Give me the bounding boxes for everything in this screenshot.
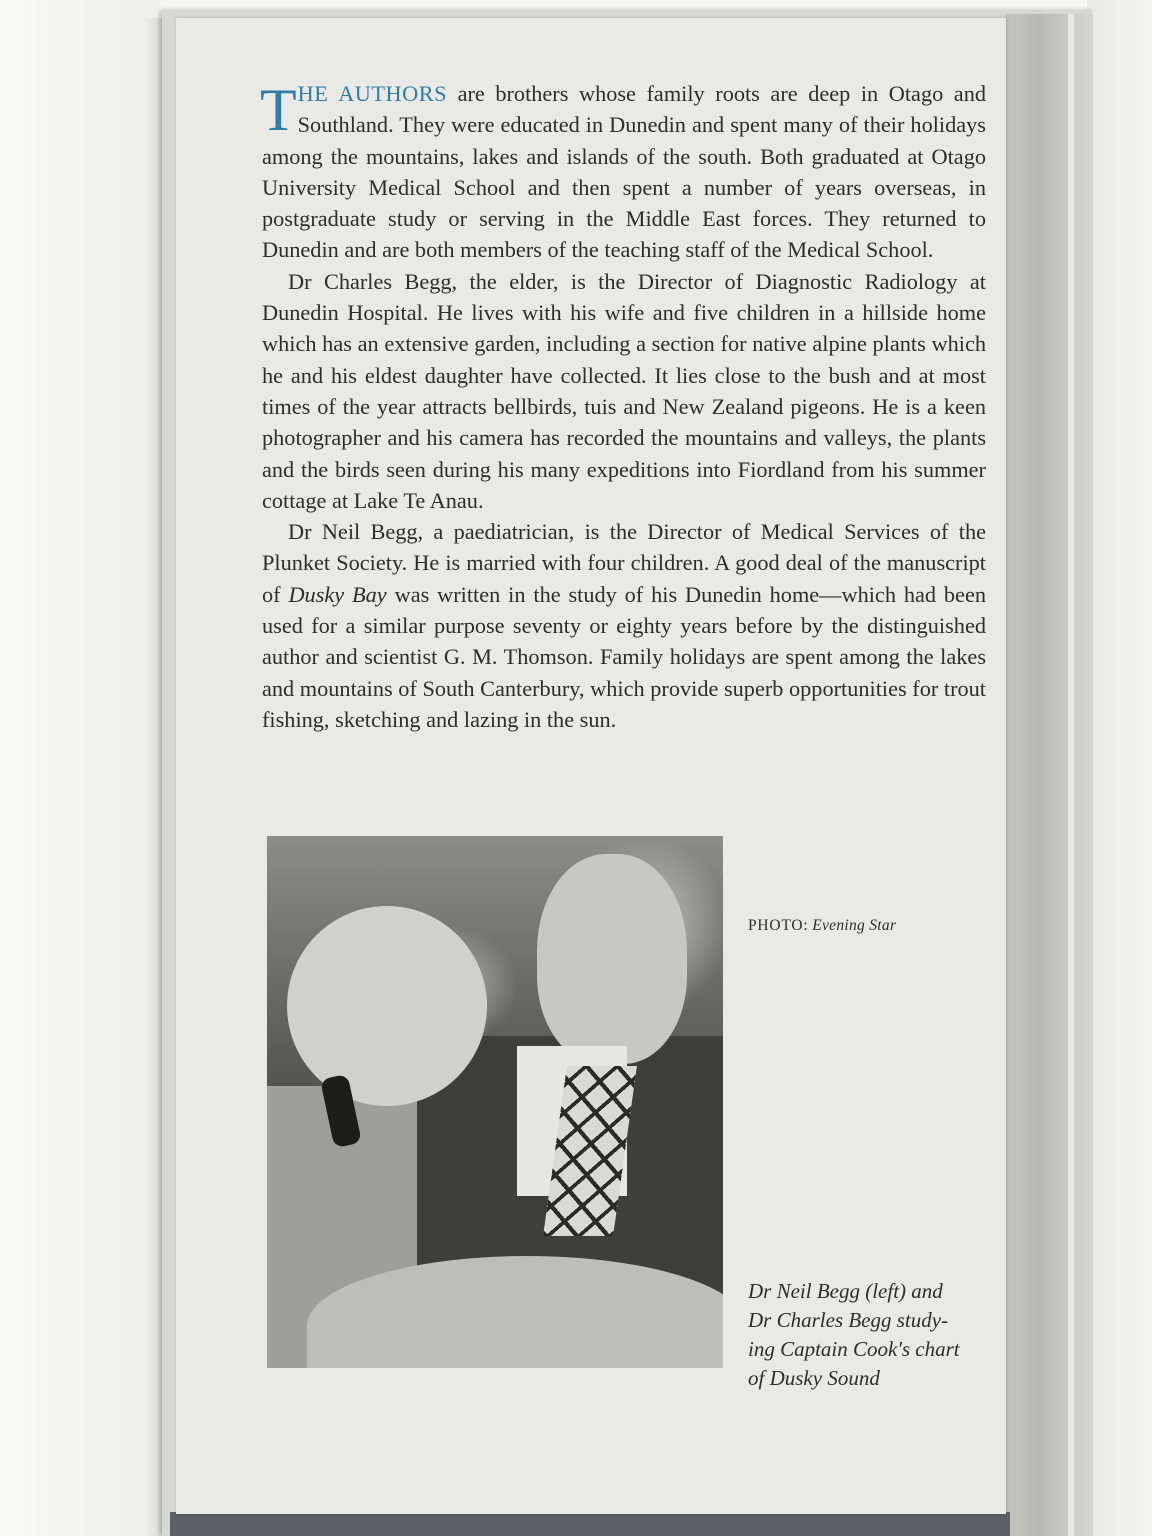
- photo-credit-source: Evening Star: [812, 917, 897, 934]
- cover-bottom-edge: [170, 1512, 1010, 1536]
- caption-line: Dr Neil Begg (left) and: [748, 1279, 943, 1303]
- bio-paragraph-charles: Dr Charles Begg, the elder, is the Director of Diagnostic Radiology at Dunedin Hospital. He lives with his wife and five children in a hillside home which has an extensive garden, including a section for native alpine plants which he and his eldest daughter have collected. It lies close to the bush and at most times of the year attracts bellbirds, tuis and New Zealand pigeons. He is a keen photographer and his camera has recorded the mountains and valleys, the plants and the birds seen during his many expeditions into Fiordland from his summer cottage at Lake Te Anau.: [262, 268, 986, 513]
- neil-text-after: was written in the study of his Dunedin home—which had been used for a similar purpose seventy or eighty years before by the distinguished author and scientist G. M. Thomson. Family holidays are spent among the lakes and mountains of South Canterbury, which provide superb opportunities for trout fishing, sketching and lazing in the sun.: [262, 581, 986, 732]
- drop-cap: T: [260, 77, 297, 143]
- spine-edge: [1005, 14, 1093, 1536]
- book-title: Dusky Bay: [288, 581, 387, 607]
- photo-credit-separator: :: [803, 917, 813, 934]
- author-bio: [262, 78, 986, 735]
- author-photo: [267, 836, 723, 1368]
- lead-in: HE AUTHORS: [297, 81, 448, 106]
- bio-paragraph-neil: [262, 516, 986, 735]
- photo-credit-label: PHOTO: [748, 917, 804, 934]
- photo-head-left: [287, 906, 487, 1106]
- backdrop-left: [0, 0, 160, 1536]
- bio-paragraph-intro: [262, 78, 986, 266]
- caption-line: ing Captain Cook's chart: [748, 1337, 960, 1361]
- neil-text-before: Dr Neil Begg, a paediatrician, is the Director of Medical Services of the Plunket Society. He is married with four children. A good deal of the manuscript of: [262, 519, 986, 607]
- photo-head-right: [537, 854, 687, 1064]
- intro-text: are brothers whose family roots are deep in Otago and Southland. They were educated in Dunedin and spent many of their holidays among the mountains, lakes and islands of the south. Both graduated at Otago University Medical School and then spent a number of years overseas, in postgraduate study or serving in the Middle East forces. They returned to Dunedin and are both members of the teaching staff of the Medical School.: [262, 81, 986, 263]
- caption-line: of Dusky Sound: [748, 1366, 880, 1390]
- photo-caption: [748, 1277, 978, 1393]
- spine-highlight: [1068, 14, 1074, 1536]
- photo-credit: [748, 917, 896, 935]
- backdrop-right: [1087, 0, 1152, 1536]
- caption-line: Dr Charles Begg study-: [748, 1308, 949, 1332]
